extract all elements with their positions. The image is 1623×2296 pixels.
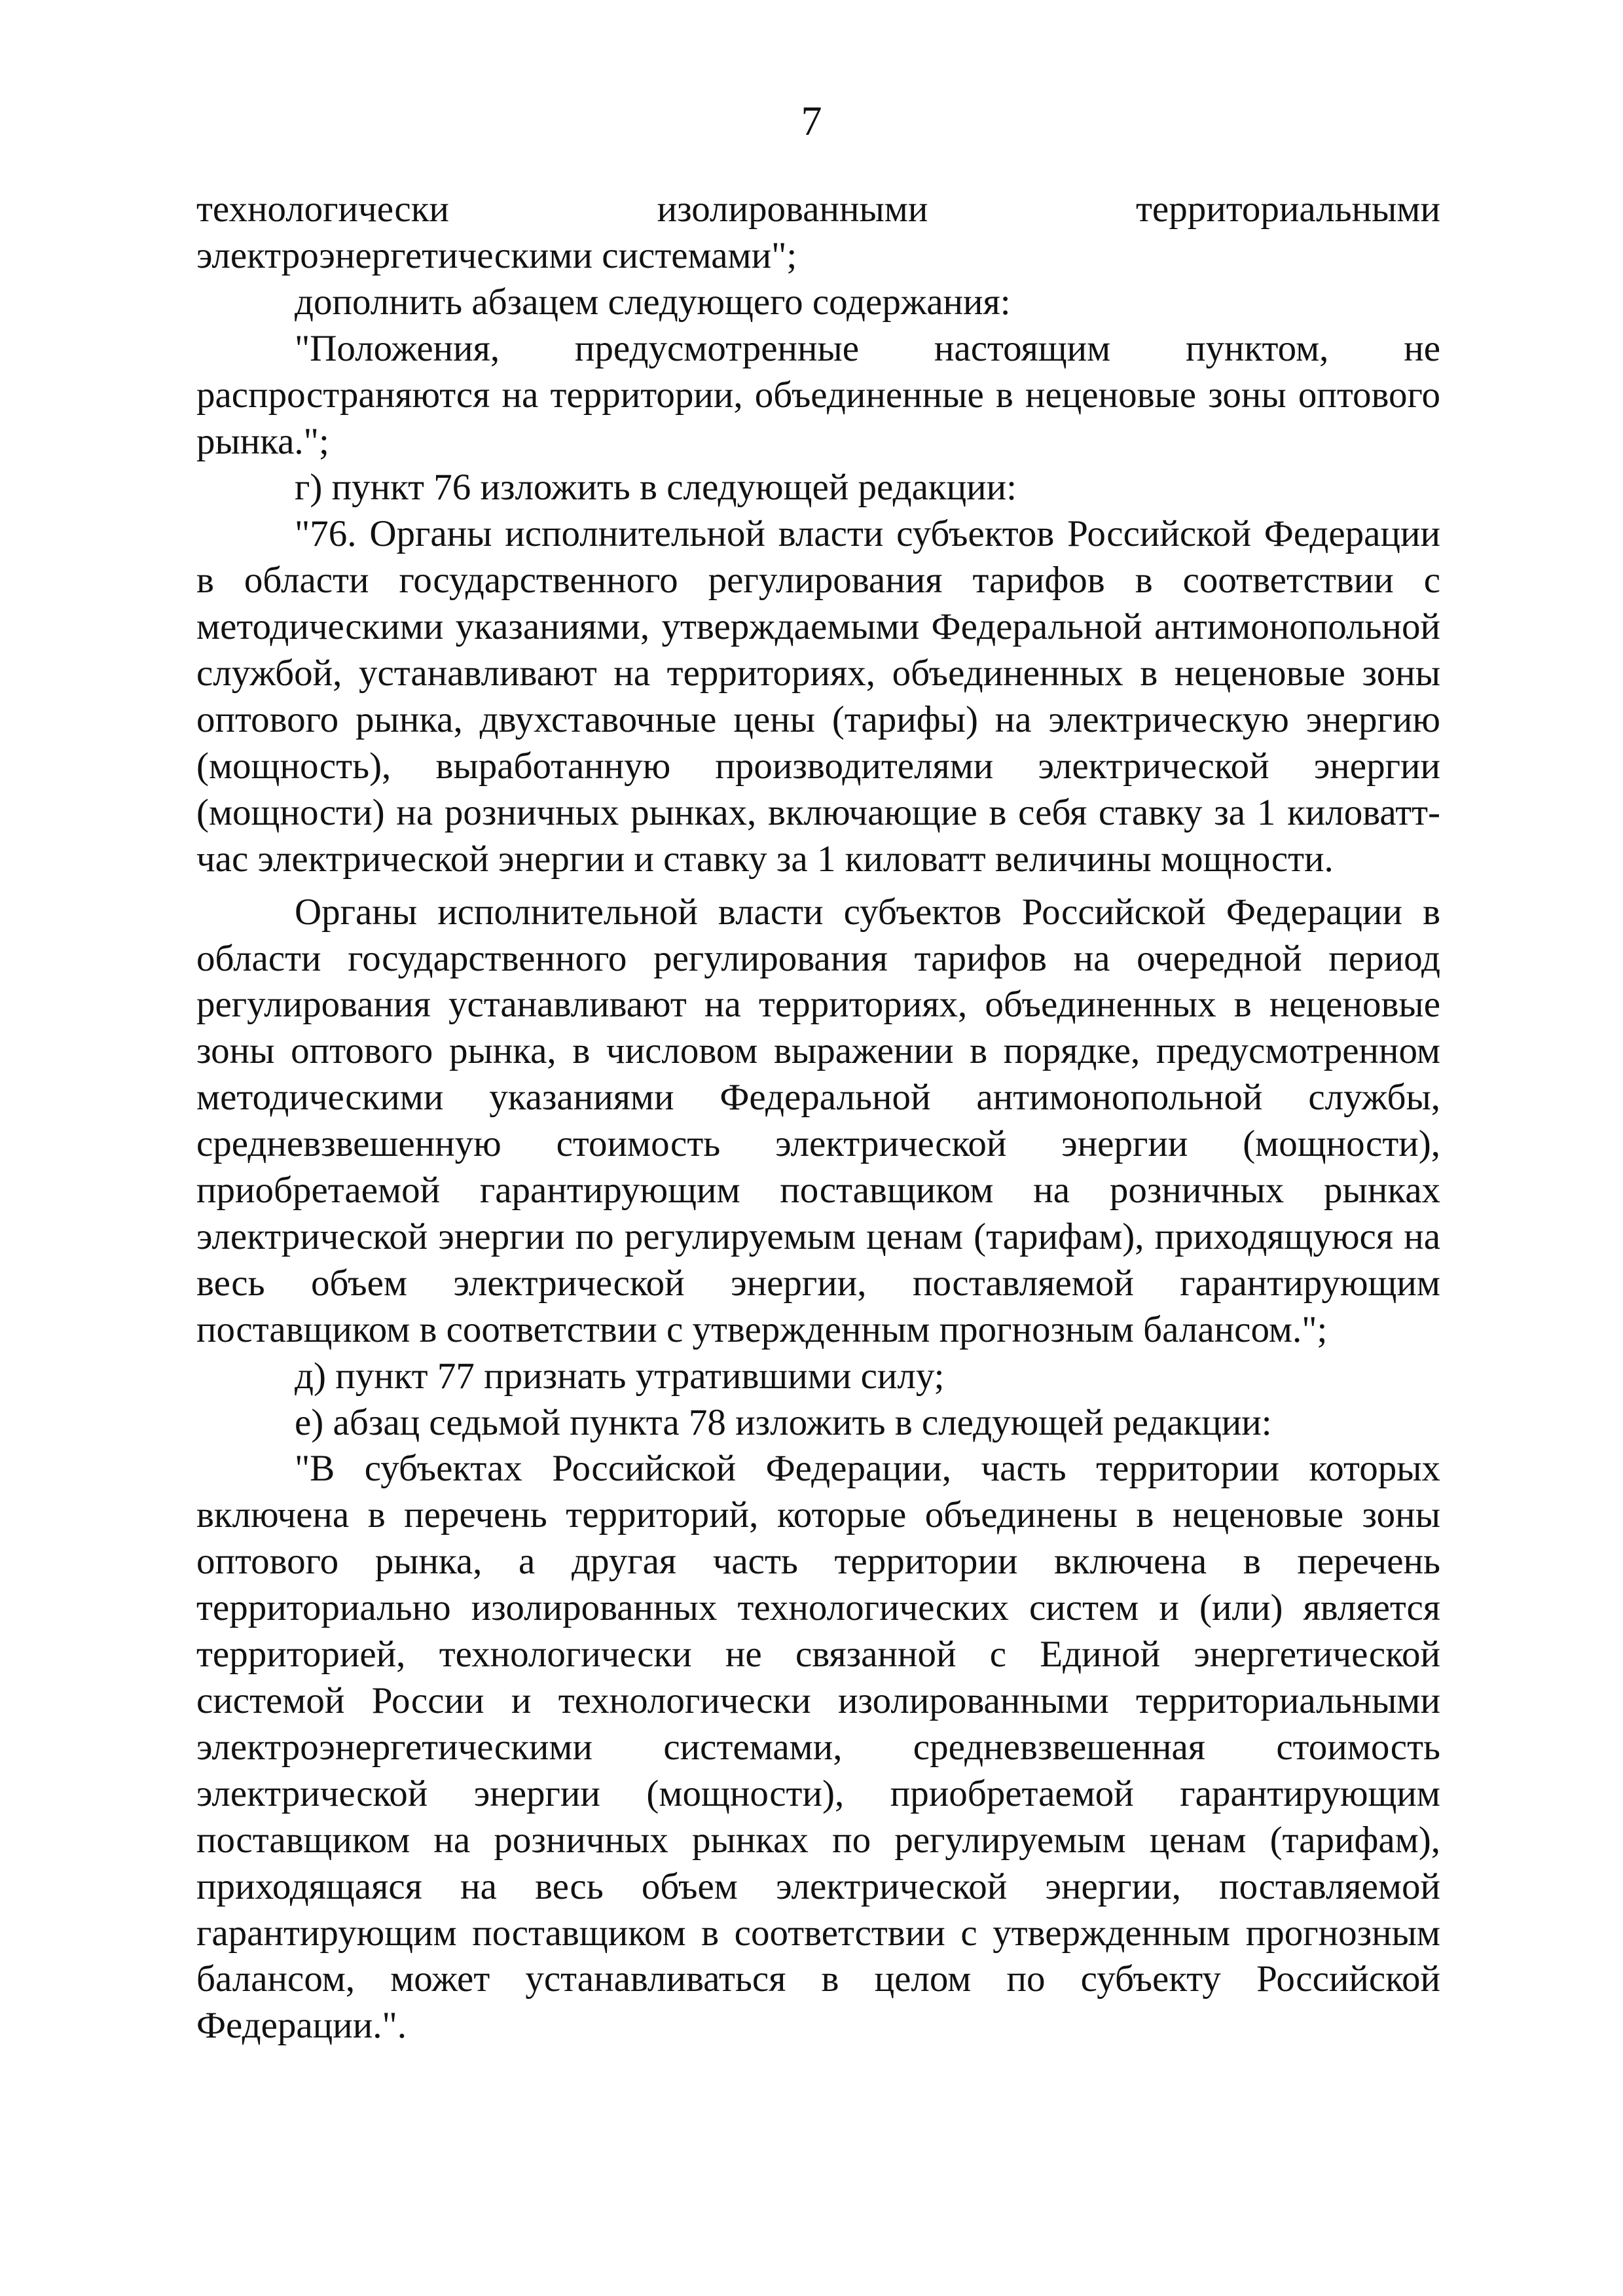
paragraph-item-76-second: Органы исполнительной власти субъектов Российской Федерации в области государственного регулирования тарифов на очередной период регулирования устанавливают на территориях, объединенных в неценовые зоны оптового рынка, в числовом выражении в порядке, предусмотренном методическими указаниями Федеральной антимонопольной службы, средневзвешенную стоимость электрической энергии (мощности), приобретаемой гарантирующим поставщиком на розничных рынках электрической энергии по регулируемым ценам (тарифам), приходящуюся на весь объем электрической энергии, поставляемой гарантирующим поставщиком в соответствии с утвержденным прогнозным балансом.";: [196, 891, 1440, 1350]
page-number: 7: [801, 98, 822, 144]
paragraph-quoted-provision: "Положения, предусмотренные настоящим пунктом, не распространяются на территории, объединенные в неценовые зоны оптового рынка.";: [196, 327, 1440, 462]
paragraph-item-d: д) пункт 77 признать утратившими силу;: [295, 1355, 945, 1397]
paragraph-item-g: г) пункт 76 изложить в следующей редакции:: [295, 467, 1017, 509]
paragraph-item-76: "76. Органы исполнительной власти субъектов Российской Федерации в области государственного регулирования тарифов в соответствии с методическими указаниями, утверждаемыми Федеральной антимонопольной службой, устанавливают на территориях, объединенных в неценовые зоны оптового рынка, двухставочные цены (тарифы) на электрическую энергию (мощность), выработанную производителями электрической энергии (мощности) на розничных рынках, включающие в себя ставку за 1 киловатт-час электрической энергии и ставку за 1 киловатт величины мощности.: [196, 513, 1440, 880]
paragraph-amendment-intro: дополнить абзацем следующего содержания:: [295, 281, 1011, 323]
document-body: [196, 187, 1440, 2049]
paragraph-item-78-text: "В субъектах Российской Федерации, часть территории которых включена в перечень территорий, которые объединены в неценовые зоны оптового рынка, а другая часть территории включена в перечень территориально изолированных технологических систем и (или) является территорией, технологически не связанной с Единой энергетической системой России и технологически изолированными территориальными электроэнергетическими системами, средневзвешенная стоимость электрической энергии (мощности), приобретаемой гарантирующим поставщиком на розничных рынках по регулируемым ценам (тарифам), приходящаяся на весь объем электрической энергии, поставляемой гарантирующим поставщиком в соответствии с утвержденным прогнозным балансом, может устанавливаться в целом по субъекту Российской Федерации.".: [196, 1448, 1440, 2047]
paragraph-item-e: е) абзац седьмой пункта 78 изложить в следующей редакции:: [295, 1401, 1272, 1443]
paragraph-continuation: технологически изолированными территориальными электроэнергетическими системами";: [196, 188, 1440, 276]
